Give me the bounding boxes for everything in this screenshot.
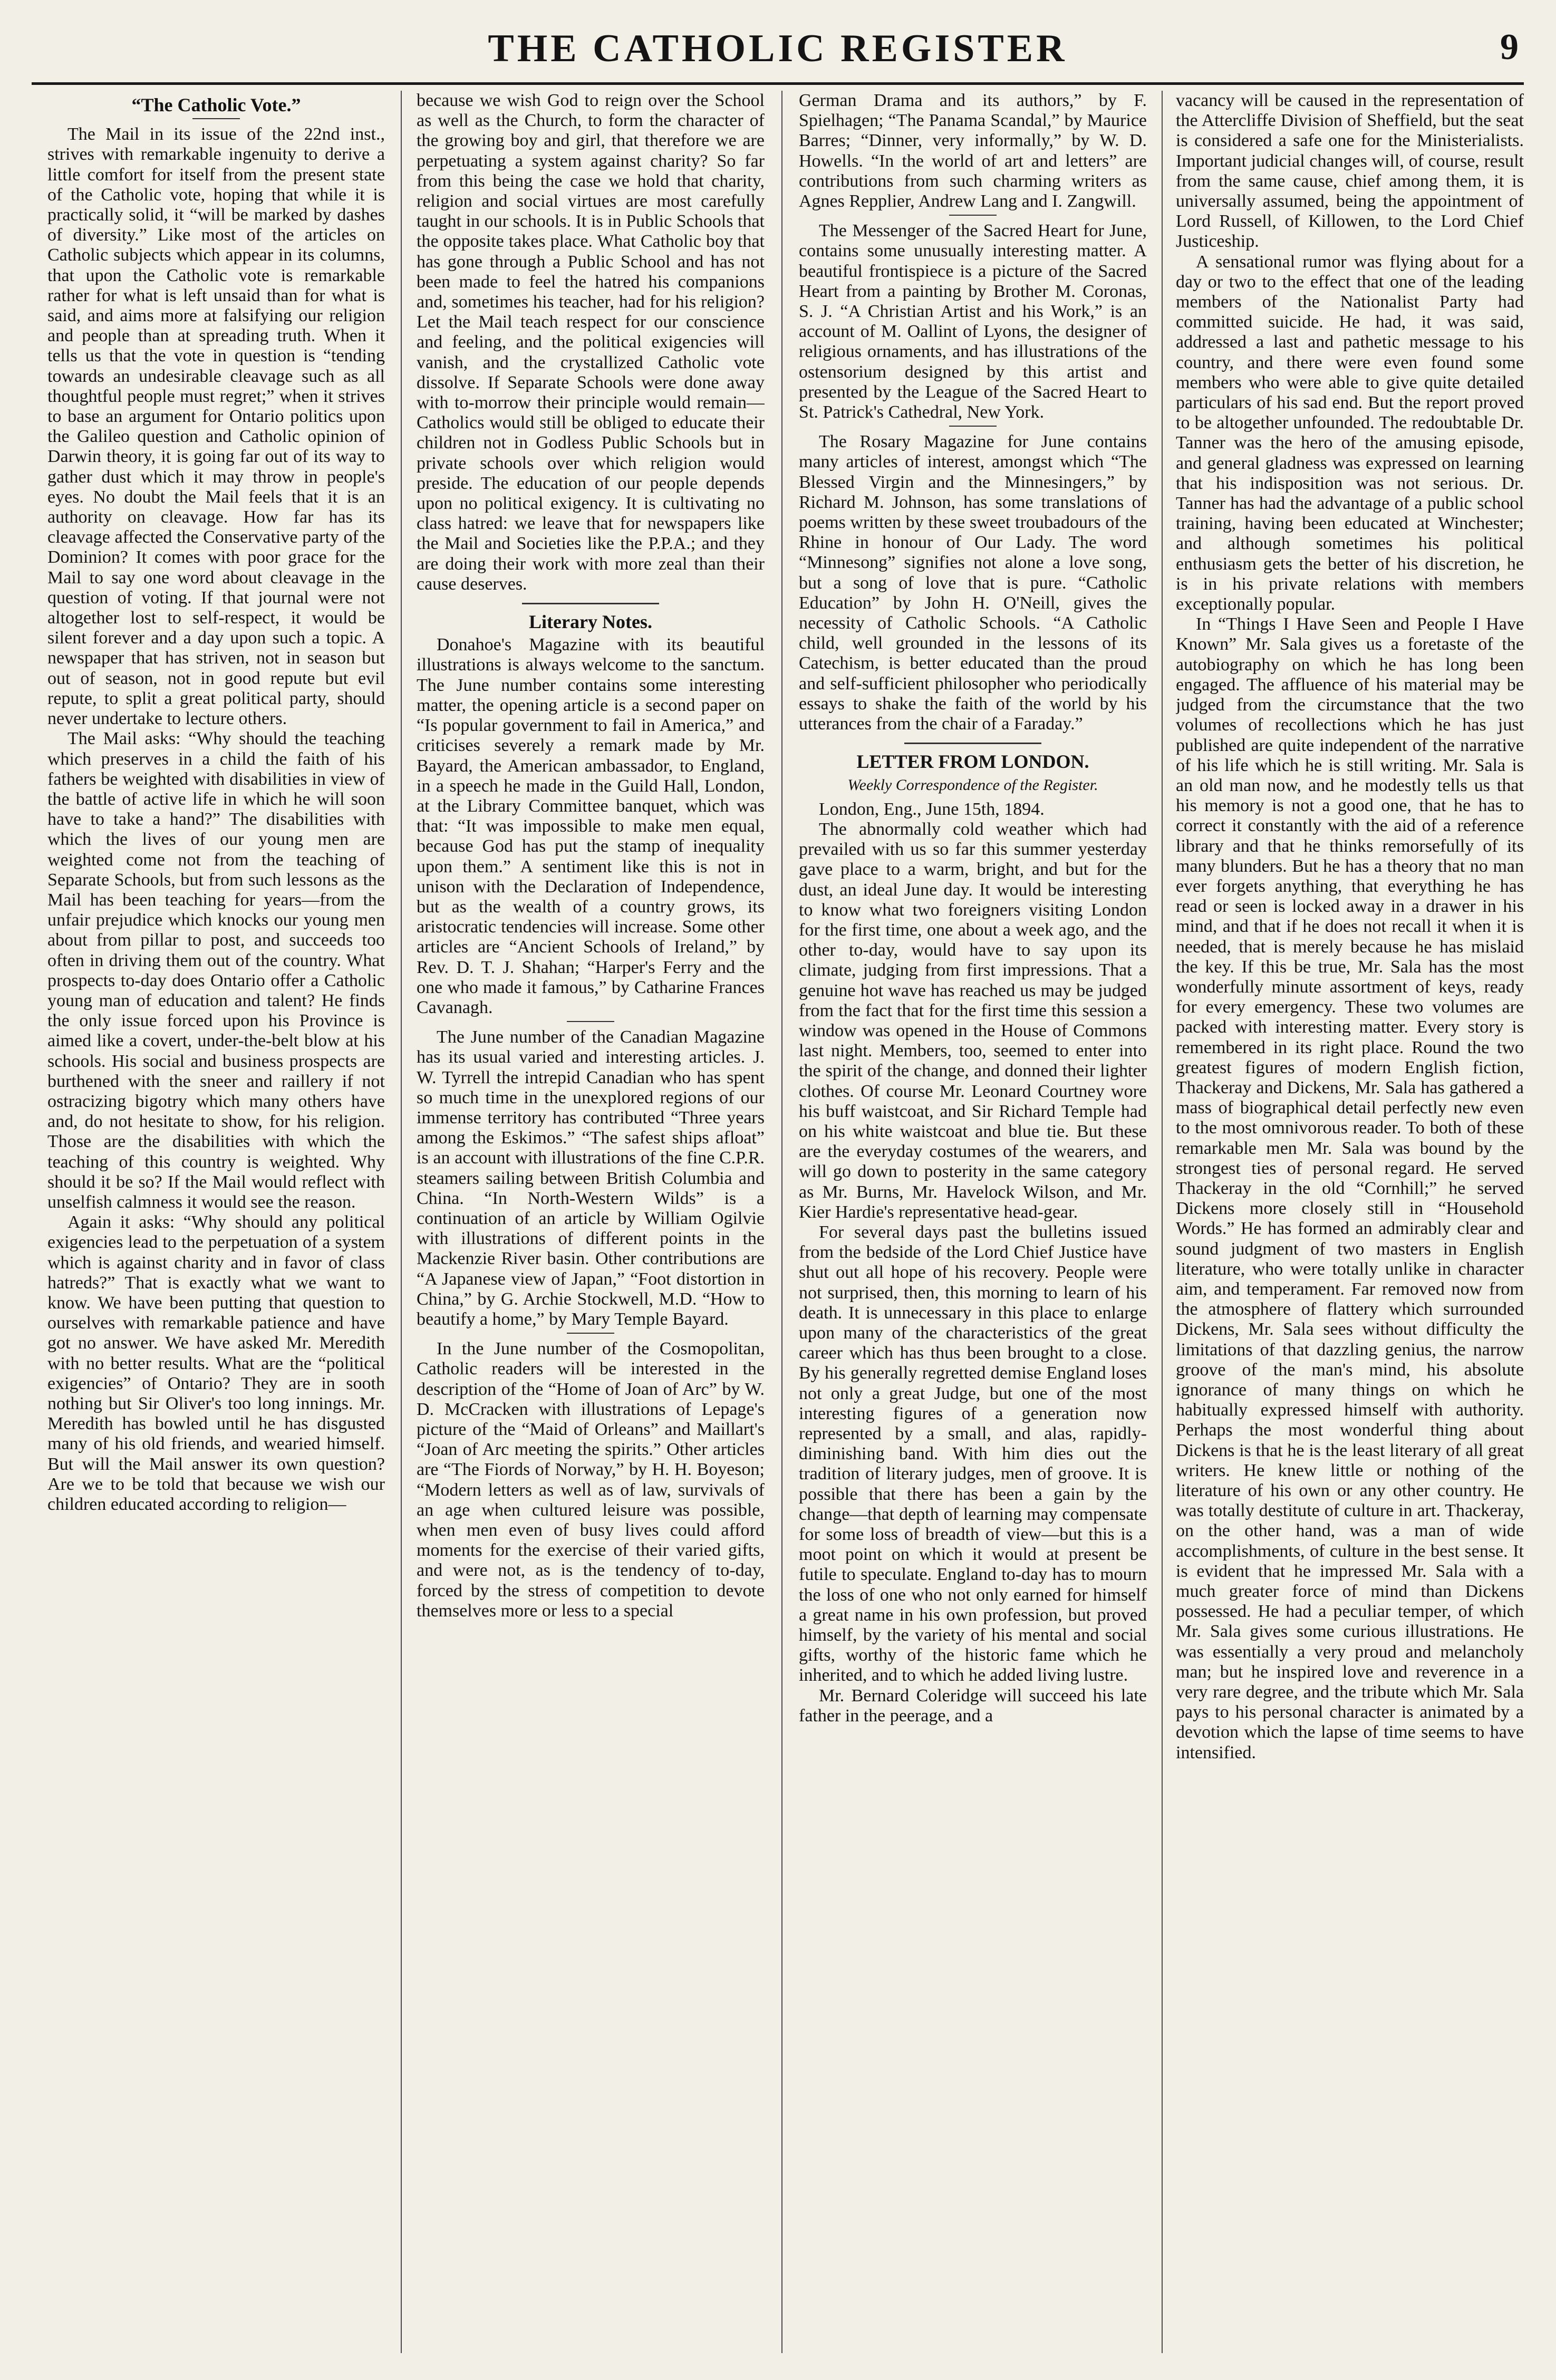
masthead (32, 9, 1524, 89)
section-heading-letter-from-london: LETTER FROM LONDON. (856, 751, 1089, 773)
column-4 (1176, 91, 1524, 2358)
section-subheading: Weekly Correspondence of the Register. (847, 776, 1098, 794)
column-divider (1162, 91, 1163, 2353)
article-heading-catholic-vote: “The Catholic Vote.” (131, 94, 301, 115)
item-rule (567, 1021, 614, 1022)
column-divider (781, 91, 782, 2353)
heading-rule (192, 118, 240, 119)
paragraph: Mr. Bernard Coleridge will succeed his late father in the peerage, and a (799, 1685, 1147, 1726)
item-rule (567, 1333, 614, 1334)
paragraph: because we wish God to reign over the School as well as the Church, to form the character of the growing boy and girl, that therefore we are perpetuating a system against charity? So far from this being the case we hold that charity, religion and social virtues are most carefully taught in our schools. It is in Public Schools that the opposite takes place. What Catholic boy that has gone through a Public School and has not been made to feel the hatred his companions and, sometimes his teacher, had for his religion? Let the Mail teach respect for our conscience and feeling, and the political exigencies will vanish, and the crystallized Catholic vote dissolve. If Separate Schools were done away with to-morrow their principle would remain—Catholics would still be obliged to educate their children not in Godless Public Schools but in private schools over which religion would preside. The education of our people depends upon no political exigency. It is cultivating no class hatred: we leave that for newspapers like the Mail and Societies like the P.P.A.; and they are doing their work with more zeal than their cause deserves. (417, 91, 765, 594)
section-rule (904, 743, 1041, 744)
column-2 (417, 91, 765, 2358)
dateline: London, Eng., June 15th, 1894. (819, 799, 1045, 819)
paragraph: vacancy will be caused in the representation of the Attercliffe Division of Sheffield, but the seat is considered a safe one for the Ministerialists. Important judicial changes will, of course, result from the same cause, chief among them, it is universally assumed, being the appointment of Lord Russell, of Killowen, to the Lord Chief Justiceship. (1176, 91, 1524, 252)
paragraph: Donahoe's Magazine with its beautiful illustrations is always welcome to the sanctum. The June number contains some interesting matter, the opening article is a second paper on “Is popular government to fail in America,” and criticises severely a remark made by Mr. Bayard, the American ambassador, to England, in a speech he made in the Guild Hall, London, at the Library Committee banquet, which was that: “It was impossible to make men equal, because God has put the stamp of inequality upon them.” A sentiment like this is not in unison with the Declaration of Independence, but as the wealth of a country grows, its aristocratic tendencies will increase. Some other articles are “Ancient Schools of Ireland,” by Rev. D. T. J. Shahan; “Harper's Ferry and the one who made it famous,” by Catharine Frances Cavanagh. (417, 635, 765, 1017)
section-rule (522, 603, 659, 604)
masthead-rule (32, 82, 1524, 85)
newspaper-title: THE CATHOLIC REGISTER (488, 27, 1068, 70)
paragraph: In the June number of the Cosmopolitan, Catholic readers will be interested in the description of the “Home of Joan of Arc” by W. D. McCracken with illustrations of Lepage's picture of the “Maid of Orleans” and Maillart's “Joan of Arc meeting the spirits.” Other articles are “The Fiords of Norway,” by H. H. Boyeson; “Modern letters as well as of law, survivals of an age when cultured leisure was possible, when men even of busy lives could afford moments for the exercise of their varied gifts, and were not, as is the tendency of to-day, forced by the stress of competition to devote themselves more or less to a special (417, 1339, 765, 1621)
paragraph: The June number of the Canadian Magazine has its usual varied and interesting articles. J. W. Tyrrell the intrepid Canadian who has spent so much time in the unexplored regions of our immense territory has contributed “Three years among the Eskimos.” “The safest ships afloat” is an account with illustrations of the fine C.P.R. steamers sailing between British Columbia and China. “In North-Western Wilds” is a continuation of an article by William Ogilvie with illustrations of different points in the Mackenzie River basin. Other contributions are “A Japanese view of Japan,” “Foot distortion in China,” by G. Archie Stockwell, M.D. “How to beautify a home,” by Mary Temple Bayard. (417, 1027, 765, 1329)
paragraph: Again it asks: “Why should any political exigencies lead to the perpetuation of a system which is against charity and in favor of class hatreds?” That is exactly what we want to know. We have been putting that question to ourselves with remarkable patience and have got no answer. We have asked Mr. Meredith with no better results. What are the “political exigencies” of Ontario? They are in sooth nothing but Sir Oliver's too long innings. Mr. Meredith has bowled until he has disgusted many of his old friends, and wearied himself. But will the Mail answer its own question? Are we to be told that because we wish our children educated according to religion— (47, 1212, 385, 1515)
column-divider (401, 91, 402, 2353)
paragraph: In “Things I Have Seen and People I Have Known” Mr. Sala gives us a foretaste of the autobiography on which he has long been engaged. The affluence of his material may be judged from the circumstance that the two volumes of recollections which he has just published are quite independent of the narrative of his life which he is still writing. Mr. Sala is an old man now, and he modestly tells us that his memory is not a good one, that he has to correct it constantly with the aid of a reference library and that he thinks remorsefully of its many blunders. But he has a theory that no man ever forgets anything, that everything he has read or seen is locked away in a drawer in his mind, and that if he does not recall it when it is needed, that is merely because he has mislaid the key. If this be true, Mr. Sala has the most wonderfully minute assortment of keys, ready for every emergency. These two volumes are packed with interesting matter. Every story is remembered in its right place. Round the two greatest figures of modern English fiction, Thackeray and Dickens, Mr. Sala has gathered a mass of biographical detail perfectly new even to the most omnivorous reader. To both of these remarkable men Mr. Sala was bound by the strongest ties of personal regard. He served Thackeray in the old “Cornhill;” he served Dickens more closely still in “Household Words.” He has formed an admirably clear and sound judgment of two masters in English literature, who were totally unlike in character aim, and temperament. Far removed now from the atmosphere of flattery which surrounded Dickens, Mr. Sala sees without difficulty the limitations of that dazzling genius, the narrow groove of the man's mind, his absolute ignorance of many things on which he habitually expressed himself with authority. Perhaps the most wonderful thing about Dickens is that he is the least literary of all great writers. He knew little or nothing of the literature of his own or any other country. He was totally destitute of culture in art. Thackeray, on the other hand, was a man of wide accomplishments, of culture in the best sense. It is evident that he impressed Mr. Sala with a much greater force of mind than Dickens possessed. He had a peculiar temper, of which Mr. Sala gives some curious illustrations. He was essentially a very proud and melancholy man; but he inspired love and reverence in a very rare degree, and the tribute which Mr. Sala pays to his personal character is animated by a devotion which the lapse of time seems to have intensified. (1176, 614, 1524, 1762)
paragraph: The Mail in its issue of the 22nd inst., strives with remarkable ingenuity to derive a little comfort for itself from the present state of the Catholic vote, hoping that while it is practically solid, it “will be marked by dashes of diversity.” Like most of the articles on Catholic subjects which appear in its columns, that upon the Catholic vote is remarkable rather for what is left unsaid than for what is said, and aims more at falsifying our religion and people than at spreading truth. When it tells us that the vote in question is “tending towards an undesirable cleavage such as all thoughtful people must regret;” when it strives to base an argument for Ontario politics upon the Galileo question and Catholic opinion of Darwin theory, it is going far out of its way to gather dust which it may throw in people's eyes. No doubt the Mail feels that it is an authority on cleavage. How far has its cleavage affected the Conservative party of the Dominion? It comes with poor grace for the Mail to say one word about cleavage in the question of voting. If that journal were not altogether lost to self-respect, it would be silent forever and a day upon such a topic. A newspaper that has striven, not in season but out of season, not in good repute but evil repute, to split a great political party, should never undertake to lecture others. (47, 124, 385, 729)
column-3 (799, 91, 1147, 2358)
paragraph: German Drama and its authors,” by F. Spielhagen; “The Panama Scandal,” by Maurice Barres; “Dinner, very informally,” by W. D. Howells. “In the world of art and letters” are contributions from such charming writers as Agnes Repplier, Andrew Lang and I. Zangwill. (799, 91, 1147, 211)
paragraph: The Mail asks: “Why should the teaching which preserves in a child the faith of his fathers be weighted with disabilities in view of the battle of active life in which he will soon have to take a hand?” The disabilities with which the lives of our young men are weighted come not from the teaching of Separate Schools, but from such lessons as the Mail has been teaching for years—from the unfair prejudice which knocks our young men about from pillar to post, and succeeds too often in driving them out of the country. What prospects to-day does Ontario offer a Catholic young man of education and talent? He finds the only issue forced upon his Province is aimed like a covert, under-the-belt blow at his schools. His social and business prospects are burthened with the sneer and raillery if not ostracizing bigotry which many others have and, do not hesitate to show, for his religion. Those are the disabilities with which the teaching of this country is weighted. Why should it be so? If the Mail would reflect with unselfish calmness it would see the reason. (47, 729, 385, 1212)
column-1 (47, 91, 385, 2358)
paragraph: A sensational rumor was flying about for a day or two to the effect that one of the leading members of the Nationalist Party had committed suicide. He had, it was said, addressed a last and pathetic message to his country, and there were even found some members who were able to give quite detailed particulars of his sad end. But the report proved to be altogether unfounded. The redoubtable Dr. Tanner was the hero of the amusing episode, and general gladness was expressed on learning that his indisposition was not serious. Dr. Tanner has had the advantage of a public school training, having been educated at Winchester; and although sometimes his political enthusiasm gets the better of his discretion, he is in his private relations with members exceptionally popular. (1176, 252, 1524, 614)
page-number: 9 (1500, 27, 1519, 68)
item-rule (949, 215, 997, 216)
paragraph: For several days past the bulletins issued from the bedside of the Lord Chief Justice have shut out all hope of his recovery. People were not surprised, then, this morning to learn of his death. It is unnecessary in this place to enlarge upon many of the characteristics of the great career which has thus been brought to a close. By his generally regretted demise England loses not only a great Judge, but one of the most interesting figures of a generation now represented by a small, and alas, rapidly-diminishing band. With him dies out the tradition of literary judges, men of groove. It is possible that there has been a gain by the change—that depth of learning may compensate for some loss of breadth of view—but this is a moot point on which it would at present be futile to speculate. England to-day has to mourn the loss of one who not only earned for himself a great name in his own profession, but proved himself, by the variety of his mental and social gifts, worthy of the historic fame which he inherited, and to which he added living lustre. (799, 1222, 1147, 1685)
item-rule (949, 426, 997, 427)
section-heading-literary-notes: Literary Notes. (529, 611, 652, 633)
paragraph: The Rosary Magazine for June contains many articles of interest, amongst which “The Blessed Virgin and the Minnesingers,” by Richard M. Johnson, has some translations of poems written by these sweet troubadours of the Rhine in honour of Our Lady. The word “Minnesong” signifies not alone a love song, but a song of love that is pure. “Catholic Education” by John H. O'Neill, gives the necessity of Catholic Schools. “A Catholic child, well grounded in the lessons of its Catechism, is better educated than the proud and self-sufficient philosopher who periodically essays to shake the faith of the world by his utterances from the chair of a Faraday.” (799, 432, 1147, 734)
paragraph: The abnormally cold weather which had prevailed with us so far this summer yesterday gave place to a warm, bright, and but for the dust, an ideal June day. It would be interesting to know what two foreigners visiting London for the first time, one about a week ago, and the other to-day, would have to say upon its climate, judging from first impressions. That a genuine hot wave has reached us may be judged from the fact that for the first time this session a window was opened in the House of Commons last night. Members, too, seemed to enter into the spirit of the change, and donned their lighter clothes. Of course Mr. Leonard Courtney wore his buff waistcoat, and Sir Richard Temple had on his white waistcoat and blue tie. But these are the everyday costumes of the wearers, and will go down to posterity in the same category as Mr. Burns, Mr. Havelock Wilson, and Mr. Kier Hardie's representative head-gear. (799, 819, 1147, 1222)
paragraph: The Messenger of the Sacred Heart for June, contains some unusually interesting matter. A beautiful frontispiece is a picture of the Sacred Heart from a painting by Brother M. Coronas, S. J. “A Christian Artist and his Work,” is an account of M. Oallint of Lyons, the designer of religious ornaments, and has illustrations of the ostensorium designed by this artist and presented by the League of the Sacred Heart to St. Patrick's Cathedral, New York. (799, 221, 1147, 422)
